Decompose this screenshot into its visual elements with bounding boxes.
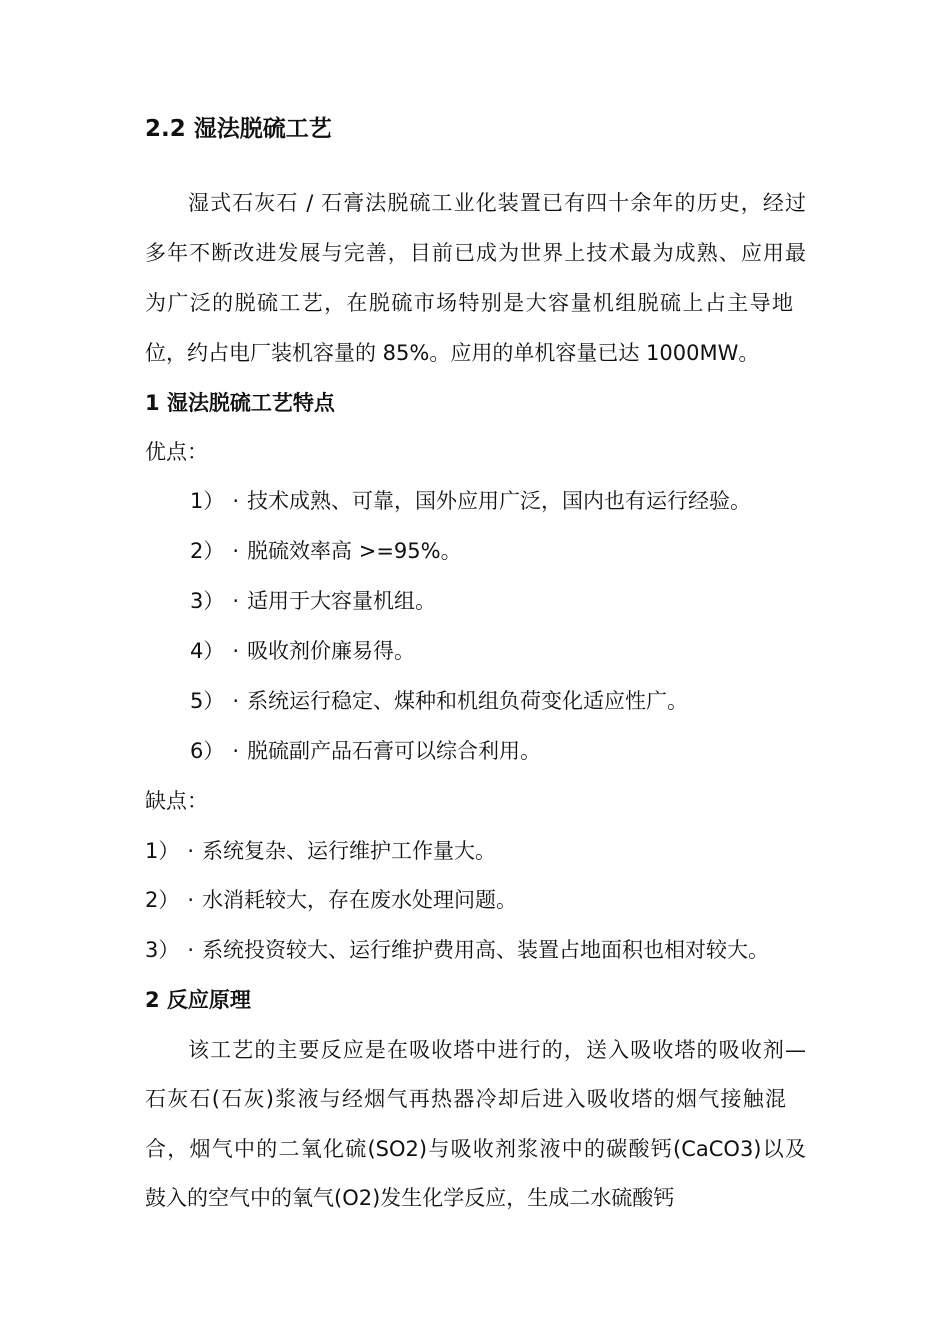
bullet-dot: · — [232, 489, 240, 513]
advantage-item — [190, 636, 415, 666]
reaction-line-3: 合，烟气中的二氧化硫(SO2)与吸收剂浆液中的碳酸钙(CaCO3)以及 — [145, 1137, 806, 1161]
item-number: 2） — [145, 888, 180, 912]
disadvantage-item — [145, 885, 517, 915]
intro-line-3: 为广泛的脱硫工艺，在脱硫市场特别是大容量机组脱硫上占主导地 — [145, 291, 793, 315]
bullet-dot: · — [187, 938, 195, 962]
bullet-dot: · — [232, 639, 240, 663]
item-number: 5） — [190, 689, 225, 713]
disadvantage-item — [145, 836, 496, 866]
item-text: 系统运行稳定、煤种和机组负荷变化适应性广。 — [247, 689, 689, 713]
intro-line-2: 多年不断改进发展与完善，目前已成为世界上技术最为成熟、应用最 — [145, 241, 806, 265]
bullet-dot: · — [232, 539, 240, 563]
section-heading: 2.2 湿法脱硫工艺 — [145, 116, 332, 142]
bullet-dot: · — [187, 888, 195, 912]
item-text: 适用于大容量机组。 — [247, 589, 437, 613]
advantage-item — [190, 586, 436, 616]
reaction-line-2: 石灰石(石灰)浆液与经烟气再热器冷却后进入吸收塔的烟气接触混 — [145, 1087, 786, 1111]
reaction-line-1: 该工艺的主要反应是在吸收塔中进行的，送入吸收塔的吸收剂— — [188, 1038, 806, 1062]
advantage-item — [190, 486, 751, 516]
item-number: 2） — [190, 539, 225, 563]
reaction-heading: 2 反应原理 — [145, 988, 251, 1012]
item-number: 3） — [190, 589, 225, 613]
intro-line-1: 湿式石灰石 / 石膏法脱硫工业化装置已有四十余年的历史，经过 — [188, 191, 806, 215]
advantage-item — [190, 536, 462, 566]
intro-line-4: 位，约占电厂装机容量的 85%。应用的单机容量已达 1000MW。 — [145, 341, 760, 365]
reaction-line-4: 鼓入的空气中的氧气(O2)发生化学反应，生成二水硫酸钙 — [145, 1186, 675, 1210]
bullet-dot: · — [232, 689, 240, 713]
item-number: 3） — [145, 938, 180, 962]
disadvantage-item — [145, 935, 769, 965]
item-text: 系统投资较大、运行维护费用高、装置占地面积也相对较大。 — [202, 938, 770, 962]
item-text: 脱硫副产品石膏可以综合利用。 — [247, 739, 542, 763]
item-text: 水消耗较大，存在废水处理问题。 — [202, 888, 518, 912]
item-number: 6） — [190, 739, 225, 763]
features-heading: 1 湿法脱硫工艺特点 — [145, 391, 335, 415]
disadvantages-label: 缺点： — [145, 789, 208, 813]
advantages-label: 优点： — [145, 440, 208, 464]
bullet-dot: · — [232, 589, 240, 613]
item-text: 脱硫效率高 >=95%。 — [247, 539, 462, 563]
item-number: 1） — [145, 839, 180, 863]
item-text: 系统复杂、运行维护工作量大。 — [202, 839, 497, 863]
bullet-dot: · — [232, 739, 240, 763]
item-number: 4） — [190, 639, 225, 663]
item-text: 吸收剂价廉易得。 — [247, 639, 416, 663]
bullet-dot: · — [187, 839, 195, 863]
advantage-item — [190, 686, 688, 716]
advantage-item — [190, 736, 541, 766]
item-text: 技术成熟、可靠，国外应用广泛，国内也有运行经验。 — [247, 489, 752, 513]
item-number: 1） — [190, 489, 225, 513]
